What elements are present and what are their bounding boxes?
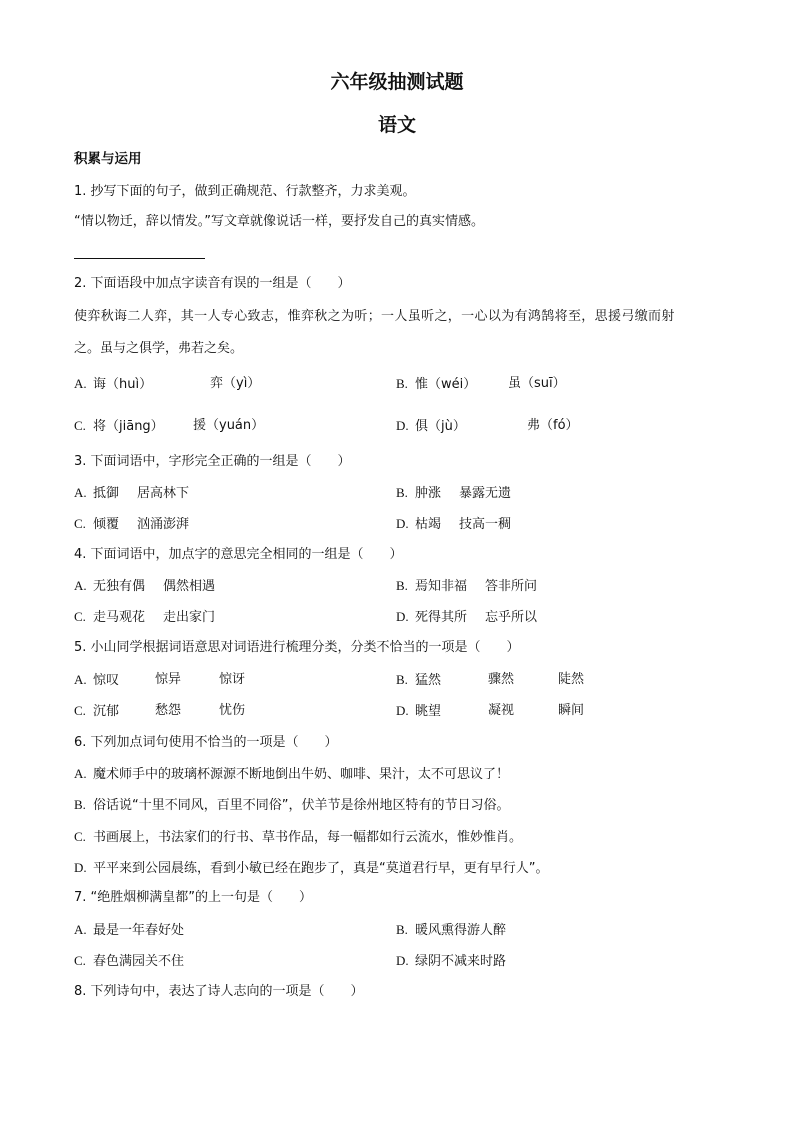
option-letter: A. <box>74 672 87 687</box>
option-letter: B. <box>396 922 408 937</box>
exam-title: 六年级抽测试题 <box>330 71 464 93</box>
q5-option-a[interactable] <box>74 672 119 689</box>
q6-option-a[interactable] <box>74 766 509 783</box>
q3-option-b[interactable] <box>396 485 511 502</box>
option-letter: C. <box>74 418 86 433</box>
option-letter: B. <box>396 485 408 500</box>
option-term-1: 将（jiāng） <box>93 419 164 434</box>
q2-option-c[interactable] <box>74 418 164 435</box>
section-heading: 积累与运用 <box>74 151 142 167</box>
option-letter: C. <box>74 703 86 718</box>
option-text: 最是一年春好处 <box>93 923 185 938</box>
option-text: 暖风熏得游人醉 <box>415 923 507 938</box>
q5-option-a-term-2: 惊异 <box>155 672 182 687</box>
option-letter: C. <box>74 829 86 844</box>
option-letter: C. <box>74 516 86 531</box>
option-text: 绿阴不减来时路 <box>415 954 507 969</box>
option-letter: A. <box>74 485 87 500</box>
option-term-1: 死得其所 <box>415 610 468 625</box>
q3-option-d[interactable] <box>396 516 511 533</box>
q3-option-c[interactable] <box>74 516 189 533</box>
option-term-1: 走马观花 <box>93 610 146 625</box>
question-8-stem: 8. 下列诗句中，表达了诗人志向的一项是（ ） <box>74 984 364 999</box>
option-letter: D. <box>396 516 409 531</box>
option-text: 春色满园关不住 <box>93 954 185 969</box>
option-term-1: 沉郁 <box>93 704 120 719</box>
q4-option-d[interactable] <box>396 609 537 626</box>
option-letter: D. <box>396 418 409 433</box>
question-2-stem: 2. 下面语段中加点字读音有误的一组是（ ） <box>74 276 351 291</box>
option-term-1: 倾覆 <box>93 517 120 532</box>
option-letter: D. <box>74 860 87 875</box>
q2-option-d-term-2: 弗（fó） <box>527 418 579 433</box>
option-letter: A. <box>74 578 87 593</box>
q4-option-c[interactable] <box>74 609 215 626</box>
option-letter: B. <box>74 797 86 812</box>
option-term-2: 走出家门 <box>163 610 216 625</box>
option-term-2: 汹涌澎湃 <box>137 517 190 532</box>
option-term-2: 偶然相遇 <box>163 579 216 594</box>
question-1-text: “情以物迁，辞以情发。”写文章就像说话一样，要抒发自己的真实情感。 <box>74 214 484 229</box>
option-letter: A. <box>74 922 87 937</box>
q5-option-b-term-3: 陡然 <box>558 672 585 687</box>
q5-option-d[interactable] <box>396 703 441 720</box>
option-term-1: 俱（jù） <box>415 419 466 434</box>
option-letter: A. <box>74 376 87 391</box>
option-text: 俗话说“十里不同风，百里不同俗”，伏羊节是徐州地区特有的节日习俗。 <box>93 798 510 813</box>
q2-option-b[interactable] <box>396 376 476 393</box>
question-5-stem: 5. 小山同学根据词语意思对词语进行梳理分类，分类不恰当的一项是（ ） <box>74 640 520 655</box>
q5-option-c-term-3: 忧伤 <box>219 703 246 718</box>
q2-option-d[interactable] <box>396 418 466 435</box>
q6-option-b[interactable] <box>74 797 509 814</box>
subject-title: 语文 <box>377 114 416 136</box>
q2-option-b-term-2: 虽（suī） <box>508 376 566 391</box>
question-3-stem: 3. 下面词语中，字形完全正确的一组是（ ） <box>74 454 351 469</box>
option-term-1: 无独有偶 <box>93 579 146 594</box>
option-term-1: 焉知非福 <box>415 579 468 594</box>
question-6-stem: 6. 下列加点词句使用不恰当的一项是（ ） <box>74 735 338 750</box>
option-term-2: 答非所问 <box>485 579 538 594</box>
option-text: 魔术师手中的玻璃杯源源不断地倒出牛奶、咖啡、果汁，太不可思议了！ <box>93 767 510 782</box>
option-term-1: 肿涨 <box>415 486 442 501</box>
option-letter: D. <box>396 703 409 718</box>
option-letter: C. <box>74 609 86 624</box>
option-letter: B. <box>396 672 408 687</box>
q5-option-d-term-2: 凝视 <box>488 703 515 718</box>
q5-option-a-term-3: 惊讶 <box>219 672 246 687</box>
option-letter: A. <box>74 766 87 781</box>
q5-option-b-term-2: 骤然 <box>488 672 515 687</box>
question-1-stem: 1. 抄写下面的句子，做到正确规范、行款整齐，力求美观。 <box>74 184 416 199</box>
option-term-1: 惊叹 <box>93 673 120 688</box>
option-letter: C. <box>74 953 86 968</box>
q6-option-c[interactable] <box>74 829 522 846</box>
option-letter: B. <box>396 376 408 391</box>
question-7-stem: 7. “绝胜烟柳满皇都”的上一句是（ ） <box>74 890 313 905</box>
q4-option-a[interactable] <box>74 578 215 595</box>
q7-option-c[interactable] <box>74 953 184 970</box>
q7-option-a[interactable] <box>74 922 184 939</box>
question-2-passage-line-2: 之。虽与之俱学，弗若之矣。 <box>74 341 244 356</box>
q7-option-b[interactable] <box>396 922 506 939</box>
q3-option-a[interactable] <box>74 485 189 502</box>
option-term-1: 眺望 <box>415 704 442 719</box>
option-text: 书画展上，书法家们的行书、草书作品，每一幅都如行云流水，惟妙惟肖。 <box>93 830 523 845</box>
option-term-1: 猛然 <box>415 673 442 688</box>
option-term-2: 技高一稠 <box>459 517 512 532</box>
answer-line <box>74 258 205 259</box>
q6-option-d[interactable] <box>74 860 548 877</box>
q2-option-c-term-2: 援（yuán） <box>193 418 265 433</box>
q2-option-a-term-2: 弈（yì） <box>210 376 261 391</box>
option-letter: B. <box>396 578 408 593</box>
option-term-1: 抵御 <box>93 486 120 501</box>
q5-option-b[interactable] <box>396 672 441 689</box>
option-letter: D. <box>396 609 409 624</box>
option-text: 平平来到公园晨练，看到小敏已经在跑步了，真是“莫道君行早，更有早行人”。 <box>93 861 549 876</box>
q4-option-b[interactable] <box>396 578 537 595</box>
option-term-2: 暴露无遗 <box>459 486 512 501</box>
q5-option-d-term-3: 瞬间 <box>558 703 585 718</box>
option-term-2: 居高林下 <box>137 486 190 501</box>
option-term-2: 忘乎所以 <box>485 610 538 625</box>
question-2-passage-line-1: 使弈秋诲二人弈，其一人专心致志，惟弈秋之为听；一人虽听之，一心以为有鸿鹄将至，思援弓缴而射 <box>74 309 675 324</box>
option-letter: D. <box>396 953 409 968</box>
q7-option-d[interactable] <box>396 953 506 970</box>
question-4-stem: 4. 下面词语中，加点字的意思完全相同的一组是（ ） <box>74 547 403 562</box>
option-term-1: 惟（wéi） <box>415 377 477 392</box>
q5-option-c[interactable] <box>74 703 119 720</box>
q5-option-c-term-2: 愁怨 <box>155 703 182 718</box>
option-term-1: 枯竭 <box>415 517 442 532</box>
q2-option-a[interactable] <box>74 376 152 393</box>
option-term-1: 诲（huì） <box>93 377 153 392</box>
